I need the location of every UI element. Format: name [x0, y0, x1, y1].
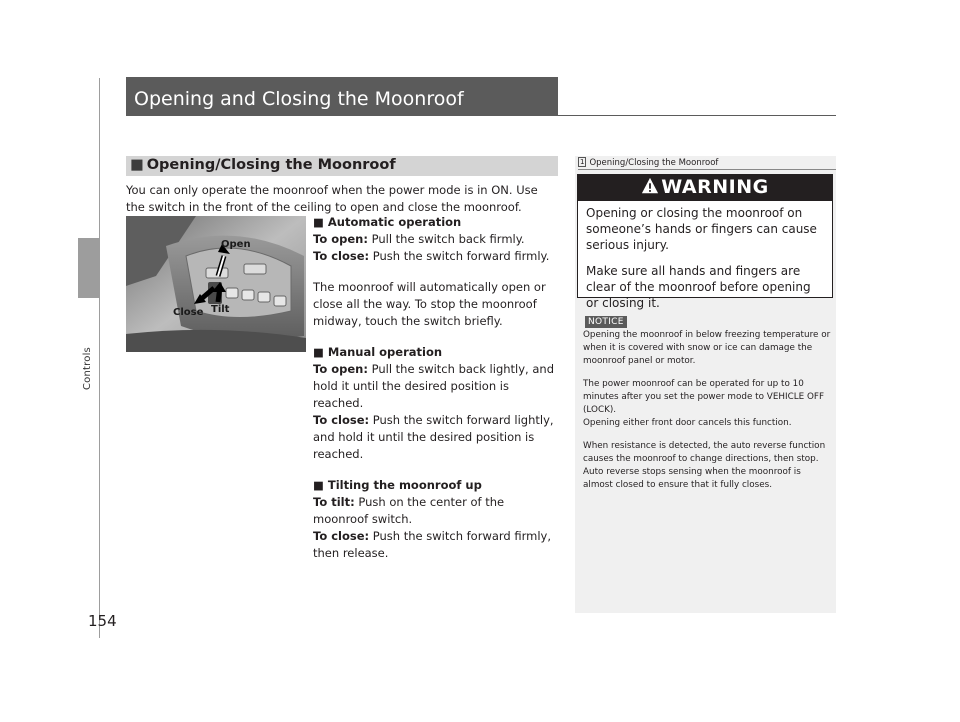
- automatic-heading: ■ Automatic operation: [313, 215, 462, 229]
- warning-title: WARNING: [661, 176, 769, 198]
- tilting-tilt: To tilt: Push on the center of the moonroof switch.: [313, 495, 505, 526]
- notice-badge: NOTICE: [585, 316, 627, 328]
- title-rule: [126, 115, 836, 116]
- intro-paragraph: You can only operate the moonroof when the power mode is in ON. Use the switch in the front of the ceiling to open and close the moonroof.: [126, 183, 538, 214]
- warning-paragraph-2: Make sure all hands and fingers are clear of the moonroof before opening or closing it.: [586, 264, 811, 310]
- manual-heading: ■ Manual operation: [313, 345, 443, 359]
- manual-close: To close: Push the switch forward lightly, and hold it until the desired position is reached.: [313, 413, 554, 461]
- operation-instructions: [313, 214, 559, 562]
- warning-text: [578, 201, 832, 311]
- section-tab-line: [99, 78, 100, 638]
- automatic-open: To open: Pull the switch back firmly.: [313, 232, 525, 246]
- note-front-door: Opening either front door cancels this function.: [583, 418, 792, 428]
- notes-title: Opening/Closing the Moonroof: [589, 158, 719, 168]
- page-title: Opening and Closing the Moonroof: [126, 77, 558, 115]
- tilting-heading: ■ Tilting the moonroof up: [313, 478, 482, 492]
- automatic-note: The moonroof will automatically open or close all the way. To stop the moonroof midway, touch the switch briefly.: [313, 280, 546, 328]
- tilting-close: To close: Push the switch forward firmly, then release.: [313, 529, 552, 560]
- notice-text: Opening the moonroof in below freezing temperature or when it is covered with snow or ice can damage the moonroof panel or motor.: [583, 330, 831, 366]
- close-label: Close: [173, 307, 204, 318]
- warning-header: [578, 175, 832, 201]
- section-marker: ■: [130, 157, 144, 173]
- moonroof-switch-photo: [126, 216, 306, 352]
- warning-paragraph-1: Opening or closing the moonroof on someone’s hands or fingers can cause serious injury.: [586, 206, 817, 252]
- note-marker: 1: [580, 158, 585, 166]
- open-label: Open: [221, 239, 251, 250]
- notes-header: [578, 157, 718, 168]
- automatic-close: To close: Push the switch forward firmly.: [313, 249, 550, 263]
- warning-box: [577, 174, 833, 310]
- warning-icon: [641, 177, 659, 195]
- manual-open: To open: Pull the switch back lightly, and hold it until the desired position is reached.: [313, 362, 554, 410]
- note-power-mode: The power moonroof can be operated for up to 10 minutes after you set the power mode to VEHICLE OFF (LOCK).: [583, 379, 825, 415]
- section-tab-marker: [78, 238, 100, 298]
- tilt-label: Tilt: [211, 304, 230, 315]
- page-number: 154: [88, 612, 117, 630]
- notes-text: [583, 329, 833, 492]
- notes-rule: [578, 169, 836, 170]
- section-heading-text: Opening/Closing the Moonroof: [146, 157, 396, 173]
- section-tab-label: Controls: [82, 347, 93, 390]
- note-auto-reverse: When resistance is detected, the auto reverse function causes the moonroof to change directions, then stop. Auto reverse stops sensing when the moonroof is almost closed to ensure that it fully closes.: [583, 441, 826, 490]
- section-heading: [126, 156, 558, 176]
